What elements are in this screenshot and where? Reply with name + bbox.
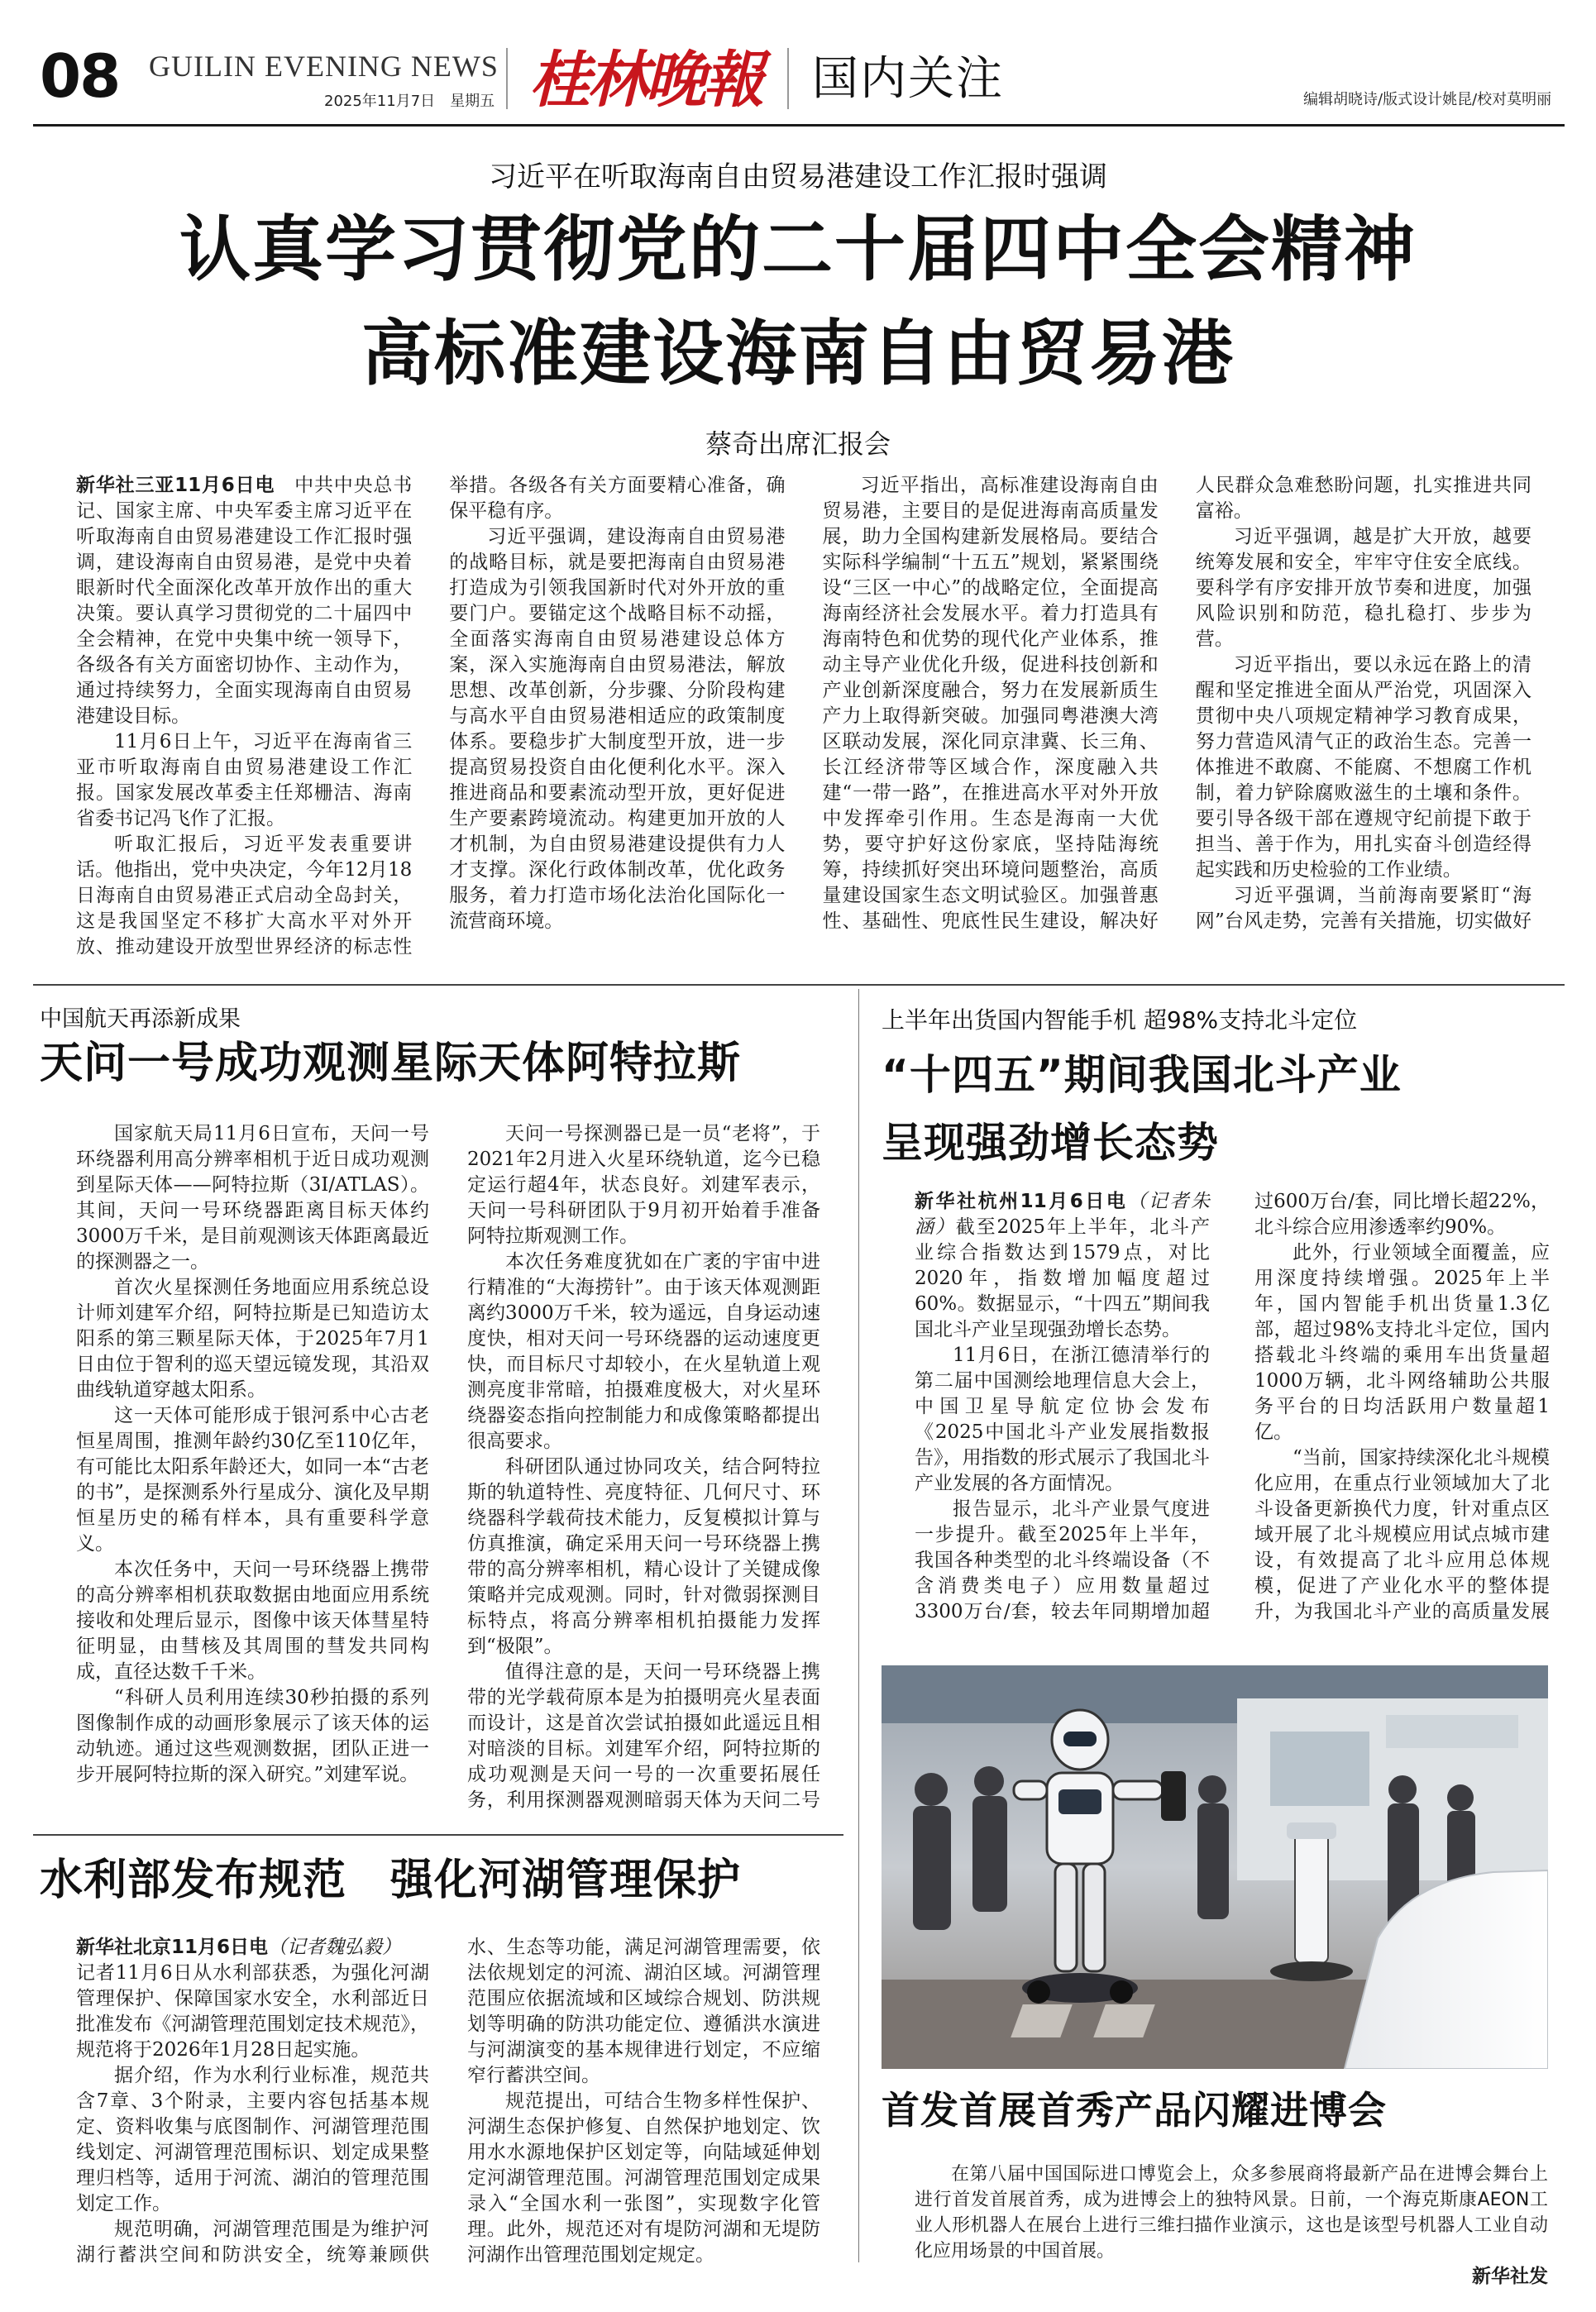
article-paragraph: 新华社三亚11月6日电 中共中央总书记、国家主席、中央军委主席习近平在听取海南自由贸易港建设工作汇报时强调，建设海南自由贸易港，是党中央着眼新时代全面深化改革开放作出的重大决策。要认真学习贯彻党的二十届四中全会精神，在党中央集中统一领导下，各级各有关方面密切协作、主动作为，通过持续努力，全面实现海南自由贸易港建设目标。: [76, 475, 413, 727]
expo-headline: 首发首展首秀产品闪耀进博会: [882, 2088, 1387, 2133]
article-paragraph: 科研团队通过协同攻关，结合阿特拉斯的轨道特性、亮度特征、几何尺寸、环绕器科学载荷技术能力，反复模拟计算与仿真推演，确定采用天问一号环绕器上携带的高分辨率相机，精心设计了关键成像策略并完成观测。同时，针对微弱探测目标特点，将高分辨率相机拍摄能力发挥到“极限”。: [467, 1456, 820, 1657]
beidou-headline-line2: 呈现强劲增长态势: [882, 1119, 1219, 1167]
photo-source: 新华社发: [1472, 2266, 1548, 2286]
article-paragraph: 天问一号探测器已是一员“老将”，于2021年2月进入火星环绕轨道，迄今已稳定运行超4年，状态良好。刘建军表示，天问一号科研团队于9月初开始着手准备阿特拉斯观测工作。: [467, 1123, 820, 1247]
article-paragraph: “科研人员利用连续30秒拍摄的系列图像制作成的动画形象展示了该天体的运动轨迹。通过这些观测数据，团队正进一步开展阿特拉斯的深入研究。”刘建军说。: [76, 1687, 429, 1785]
article-paragraph: 规范提出，可结合生物多样性保护、河湖生态保护修复、自然保护地划定、饮用水水源地保护区划定等，向陆域延伸划定河湖管理范围。河湖管理范围划定成果录入“全国水利一张图”，实现数字化管理。此外，规范还对有堤防河湖和无堤防河湖作出管理范围划定规定。: [467, 2090, 820, 2266]
article-paragraph: 据介绍，作为水利行业标准，规范共含7章、3个附录，主要内容包括基本规定、资料收集与底图制作、河湖管理范围线划定、河湖管理范围标识、划定成果整理归档等，适用于河流、湖泊的管理范围划定工作。: [76, 2065, 429, 2214]
masthead-divider: [787, 48, 789, 109]
column-rule: [858, 989, 859, 2262]
masthead-divider: [506, 48, 508, 109]
tianwen-headline: 天问一号成功观测星际天体阿特拉斯: [40, 1039, 742, 1088]
water-headline: 水利部发布规范 强化河湖管理保护: [40, 1856, 742, 1905]
beidou-kicker: 上半年出货国内智能手机 超98%支持北斗定位: [882, 1006, 1358, 1034]
article-paragraph: 习近平强调，越是扩大开放，越要统筹发展和安全，牢牢守住安全底线。要科学有序安排开放节奏和进度，加强风险识别和防范，稳扎稳打、步步为营。: [1195, 526, 1531, 650]
reporter-credit: （记者魏弘毅）: [268, 1937, 402, 1958]
expo-caption-text: [915, 2162, 1548, 2286]
article-paragraph: 此外，行业领域全面覆盖，应用深度持续增强。2025年上半年，国内智能手机出货量1.3亿部，超过98%支持北斗定位，国内搭载北斗终端的乘用车出货量超1000万辆，北斗网络辅助公共服务平台的日均活跃用户数量超1亿。: [1254, 1242, 1550, 1443]
expo-robot-photo: [882, 1665, 1548, 2069]
editor-credits: 编辑胡晓诗/版式设计姚昆/校对莫明丽: [1303, 91, 1552, 108]
article-paragraph: 11月6日上午，习近平在海南省三亚市听取海南自由贸易港建设工作汇报。国家发展改革委主任郑栅洁、海南省委书记冯飞作了汇报。: [76, 731, 413, 829]
article-paragraph: 听取汇报后，习近平发表重要讲话。他指出，党中央决定，今年12月18日海南自由贸易港正式启动全岛封关，这是我国坚定不移扩大高水平对外开放、推动建设开放型世界经济的标志性举措。各级各有关方面要精心准备，确保平稳有序。: [76, 475, 786, 958]
section-rule: [33, 984, 1565, 986]
lead-article-body: [76, 473, 1531, 969]
article-paragraph: 习近平强调，当前海南要紧盯“海网”台风走势，完善有关措施，切实做好: [1195, 885, 1531, 932]
lead-subheadline: 蔡奇出席汇报会: [705, 428, 891, 460]
article-paragraph: 值得注意的是，天问一号环绕器上携带的光学载荷原本是为拍摄明亮火星表面而设计，这是首次尝试拍摄如此遥远且相对暗淡的目标。刘建军介绍，阿特拉斯的成功观测是天问一号的一次重要拓展任务，利用探测器观测暗弱天体为天问二号: [467, 1661, 820, 1811]
article-paragraph: 这一天体可能形成于银河系中心古老恒星周围，推测年龄约30亿至110亿年，有可能比太阳系年龄还大，如同一本“古老的书”，是探测系外行星成分、演化及早期恒星历史的稀有样本，具有重要科学意义。: [76, 1405, 429, 1555]
dateline: 新华社杭州11月6日电: [915, 1191, 1128, 1212]
article-paragraph: 习近平强调，建设海南自由贸易港的战略目标，就是要把海南自由贸易港打造成为引领我国新时代对外开放的重要门户。要锚定这个战略目标不动摇，全面落实海南自由贸易港建设总体方案，深入实施海南自由贸易港法，解放思想、改革创新，分步骤、分阶段构建与高水平自由贸易港相适应的政策制度体系。要稳步扩大制度型开放，进一步提高贸易投资自由化便利化水平。深入推进商品和要素流动型开放，更好促进生产要素跨境流动。构建更加开放的人才机制，为自由贸易港建设提供有力人才支撑。深化行政体制改革，优化政务服务，着力打造市场化法治化国际化一流营商环境。: [449, 526, 786, 932]
article-paragraph: 首次火星探测任务地面应用系统总设计师刘建军介绍，阿特拉斯是已知造访太阳系的第三颗星际天体，于2025年7月1日由位于智利的巡天望远镜发现，其沿双曲线轨道穿越太阳系。: [76, 1277, 429, 1401]
section-title: 国内关注: [812, 52, 1004, 106]
article-paragraph: 报告显示，北斗产业景气度进一步提升。截至2025年上半年，我国各种类型的北斗终端设备（不含消费类电子）应用数量超过3300万台/套，较去年同期增加超过600万台/套，同比增长超22%，北斗综合应用渗透率约90%。: [915, 1191, 1550, 1622]
article-paragraph: “当前，国家持续深化北斗规模化应用，在重点行业领域加大了北斗设备更新换代力度，针对重点区域开展了北斗规模应用试点城市建设，有效提高了北斗应用总体规模，促进了产业化水平的整体提升，为我国北斗产业的高质量发展: [1254, 1447, 1550, 1622]
lead-headline-line2: 高标准建设海南自由贸易港: [361, 313, 1235, 395]
dateline: 新华社三亚11月6日电: [76, 475, 275, 496]
water-article-body: [76, 1935, 820, 2291]
masthead-rule: [33, 124, 1565, 127]
article-paragraph: 新华社杭州11月6日电（记者朱涵）截至2025年上半年，北斗产业综合指数达到1579点，对比2020年，指数增加幅度超过60%。数据显示，“十四五”期间我国北斗产业呈现强劲增长态势。: [915, 1191, 1211, 1340]
article-paragraph: 规范明确，河湖管理范围是为维护河湖行蓄洪空间和防洪安全，统筹兼顾供水、生态等功能，满足河湖管理需要，依法依规划定的河流、湖泊区域。河湖管理范围应依据流域和区域综合规划、防洪规划等明确的防洪功能定位、遵循洪水演进与河湖演变的基本规律进行划定，不应缩窄行蓄洪空间。: [76, 1937, 820, 2266]
lead-kicker: 习近平在听取海南自由贸易港建设工作汇报时强调: [489, 160, 1107, 193]
beidou-article-body: [915, 1189, 1550, 1636]
dateline: 新华社北京11月6日电: [76, 1937, 269, 1958]
beidou-headline-line1: “十四五”期间我国北斗产业: [882, 1051, 1402, 1099]
article-paragraph: 习近平指出，要以永远在路上的清醒和坚定推进全面从严治党，巩固深入贯彻中央八项规定精神学习教育成果，努力营造风清气正的政治生态。完善一体推进不敢腐、不能腐、不想腐工作机制，着力铲除腐败滋生的土壤和条件。要引导各级干部在遵规守纪前提下敢于担当、善于作为，用扎实奋斗创造经得起实践和历史检验的工作业绩。: [1195, 654, 1531, 881]
article-paragraph: 本次任务难度犹如在广袤的宇宙中进行精准的“大海捞针”。由于该天体观测距离约3000万千米，较为遥远，自身运动速度快，相对天问一号环绕器的运动速度更快，而目标尺寸却较小，在火星轨道上观测亮度非常暗，拍摄难度极大，对火星环绕器姿态指向控制能力和成像策略都提出很高要求。: [467, 1251, 820, 1452]
photo-illustration: [882, 1665, 1548, 2069]
article-paragraph: 新华社北京11月6日电（记者魏弘毅） 记者11月6日从水利部获悉，为强化河湖管理保护、保障国家水安全，水利部近日批准发布《河湖管理范围划定技术规范》，规范将于2026年1月28日起实施。: [76, 1937, 429, 2061]
lead-headline-line1: 认真学习贯彻党的二十届四中全会精神: [179, 208, 1417, 291]
article-paragraph: 11月6日，在浙江德清举行的第二届中国测绘地理信息大会上，中国卫星导航定位协会发布《2025中国北斗产业发展指数报告》，用指数的形式展示了我国北斗产业发展的各方面情况。: [915, 1345, 1210, 1494]
paper-name-english: GUILIN EVENING NEWS: [149, 50, 499, 83]
section-rule: [33, 1834, 843, 1836]
article-paragraph: 本次任务中，天问一号环绕器上携带的高分辨率相机获取数据由地面应用系统接收和处理后显示，图像中该天体彗星特征明显，由彗核及其周围的彗发共同构成，直径达数千千米。: [76, 1559, 429, 1683]
issue-date: 2025年11月7日 星期五: [324, 93, 495, 110]
article-paragraph: 习近平指出，高标准建设海南自由贸易港，主要目的是促进海南高质量发展，助力全国构建新发展格局。要结合实际科学编制“十五五”规划，紧紧围绕设“三区一中心”的战略定位，全面提高海南经济社会发展水平。着力打造具有海南特色和优势的现代化产业体系，推动主导产业优化升级，促进科技创新和产业创新深度融合，努力在发展新质生产力上取得新突破。加强同粤港澳大湾区联动发展，深化同京津冀、长三角、长江经济带等区域合作，深度融入共建“一带一路”，在推进高水平对外开放中发挥牵引作用。生态是海南一大优势，要守护好这份家底，坚持陆海统筹，持续抓好突出环境问题整治，高质量建设国家生态文明试验区。加强普惠性、基础性、兜底性民生建设，解决好人民群众急难愁盼问题，扎实推进共同富裕。: [822, 475, 1531, 932]
article-paragraph: 国家航天局11月6日宣布，天问一号环绕器利用高分辨率相机于近日成功观测到星际天体——阿特拉斯（3I/ATLAS）。其间，天问一号环绕器距离目标天体约3000万千米，是目前观测该天体距离最近的探测器之一。: [76, 1123, 429, 1273]
tianwen-article-body: [76, 1121, 820, 1832]
reporter-credit: （记者朱涵）: [915, 1191, 1211, 1238]
tianwen-kicker: 中国航天再添新成果: [40, 1006, 241, 1032]
article-paragraph: 在第八届中国国际进口博览会上，众多参展商将最新产品在进博会舞台上进行首发首展首秀，成为进博会上的独特风景。日前，一个海克斯康AEON工业人形机器人在展台上进行三维扫描作业演示，这也是该型号机器人工业自动化应用场景的中国首展。: [915, 2164, 1548, 2262]
page-number: 08: [40, 41, 120, 111]
newspaper-logo: 桂林晚報: [529, 45, 761, 116]
